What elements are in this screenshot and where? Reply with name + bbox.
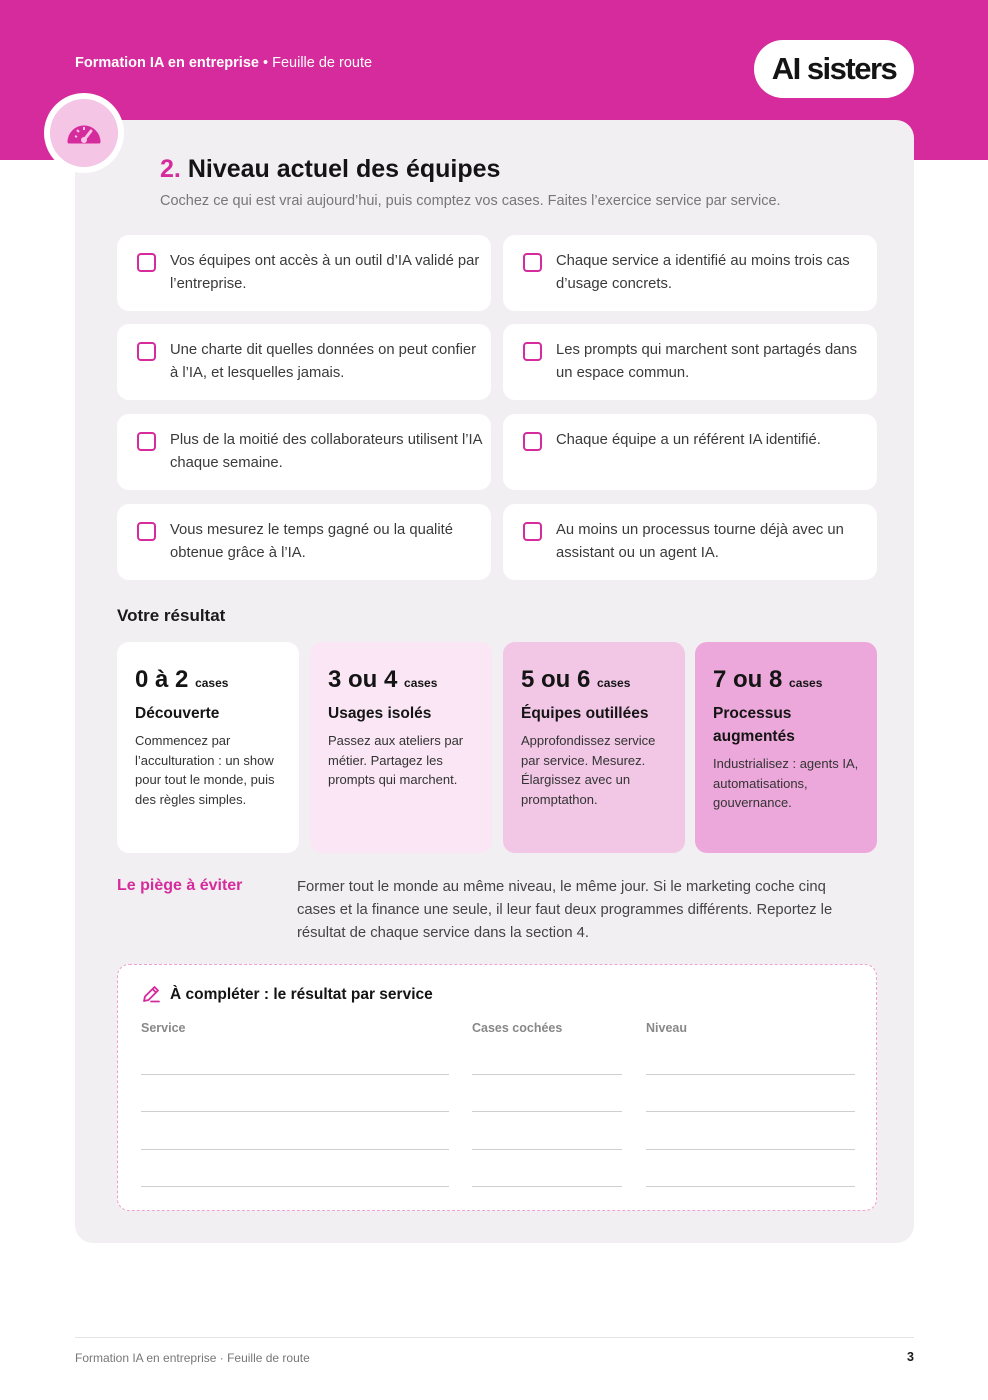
service-field[interactable]: [141, 1186, 449, 1187]
checklist-item[interactable]: Une charte dit quelles données on peut confier à l’IA, et lesquelles jamais.: [117, 324, 491, 400]
checklist-item[interactable]: Les prompts qui marchent sont partagés dans un espace commun.: [503, 324, 877, 400]
service-field[interactable]: [141, 1149, 449, 1150]
footer-text: Formation IA en entreprise · Feuille de route: [75, 1351, 310, 1365]
level-range: 5 ou 6 cases: [521, 666, 631, 693]
niveau-field[interactable]: [646, 1074, 855, 1075]
level-card: [503, 642, 685, 853]
checkbox[interactable]: [523, 432, 542, 451]
niveau-field[interactable]: [646, 1186, 855, 1187]
checkbox[interactable]: [523, 342, 542, 361]
niveau-field[interactable]: [646, 1111, 855, 1112]
niveau-field[interactable]: [646, 1149, 855, 1150]
checklist-item[interactable]: Vous mesurez le temps gagné ou la qualité obtenue grâce à l’IA.: [117, 504, 491, 580]
level-description: Industrialisez : agents IA, automatisations, gouvernance.: [713, 756, 859, 810]
level-range: 3 ou 4 cases: [328, 666, 438, 693]
level-name: Découverte: [135, 705, 220, 722]
checklist-item[interactable]: Chaque service a identifié au moins trois cas d’usage concrets.: [503, 235, 877, 311]
cases-field[interactable]: [472, 1149, 622, 1150]
section-subtitle: Cochez ce qui est vrai aujourd’hui, puis comptez vos cases. Faites l’exercice service par service.: [160, 193, 781, 209]
checklist-item[interactable]: Chaque équipe a un référent IA identifié.: [503, 414, 877, 490]
level-name: Équipes outillées: [521, 705, 649, 722]
level-name: Usages isolés: [328, 705, 432, 722]
checklist-item[interactable]: Au moins un processus tourne déjà avec un assistant ou un agent IA.: [503, 504, 877, 580]
level-description: Approfondissez service par service. Mesurez. Élargissez avec un promptathon.: [521, 733, 656, 807]
speedometer-icon: [65, 118, 103, 148]
trap-label: Le piège à éviter: [117, 877, 243, 894]
service-field[interactable]: [141, 1111, 449, 1112]
cases-field[interactable]: [472, 1186, 622, 1187]
checklist-item[interactable]: Plus de la moitié des collaborateurs utilisent l’IA chaque semaine.: [117, 414, 491, 490]
header-breadcrumb: Formation IA en entreprise • Feuille de route: [75, 55, 373, 71]
cases-field[interactable]: [472, 1074, 622, 1075]
section-title: 2. Niveau actuel des équipes: [160, 155, 501, 183]
page-number: 3: [907, 1350, 914, 1364]
level-card: [695, 642, 877, 853]
level-name: Processus augmentés: [713, 705, 795, 745]
checkbox[interactable]: [137, 253, 156, 272]
result-heading: Votre résultat: [117, 606, 226, 625]
cases-field[interactable]: [472, 1111, 622, 1112]
level-range: 7 ou 8 cases: [713, 666, 823, 693]
footer-divider: [75, 1337, 914, 1338]
level-description: Commencez par l’acculturation : un show pour tout le monde, puis des règles simples.: [135, 733, 275, 807]
column-header-service: Service: [141, 1021, 186, 1035]
level-description: Passez aux ateliers par métier. Partagez les prompts qui marchent.: [328, 733, 464, 787]
checkbox[interactable]: [137, 342, 156, 361]
pencil-icon: [141, 984, 161, 1004]
checkbox[interactable]: [137, 432, 156, 451]
form-title: À compléter : le résultat par service: [170, 986, 433, 1003]
column-header-cases: Cases cochées: [472, 1021, 563, 1035]
service-field[interactable]: [141, 1074, 449, 1075]
trap-text: Former tout le monde au même niveau, le même jour. Si le marketing coche cinq cases et la finance une seule, il leur faut deux programmes différents. Reportez le résultat de chaque service dans la section 4.: [297, 879, 833, 941]
column-header-niveau: Niveau: [646, 1021, 687, 1035]
checkbox[interactable]: [523, 522, 542, 541]
checkbox[interactable]: [137, 522, 156, 541]
level-card: [310, 642, 492, 853]
level-card: [117, 642, 299, 853]
level-range: 0 à 2 cases: [135, 666, 229, 693]
checklist-item[interactable]: Vos équipes ont accès à un outil d’IA validé par l’entreprise.: [117, 235, 491, 311]
completion-form: [117, 964, 877, 1211]
section-badge: [44, 93, 124, 173]
brand-logo: AI sisters: [754, 40, 914, 98]
checkbox[interactable]: [523, 253, 542, 272]
